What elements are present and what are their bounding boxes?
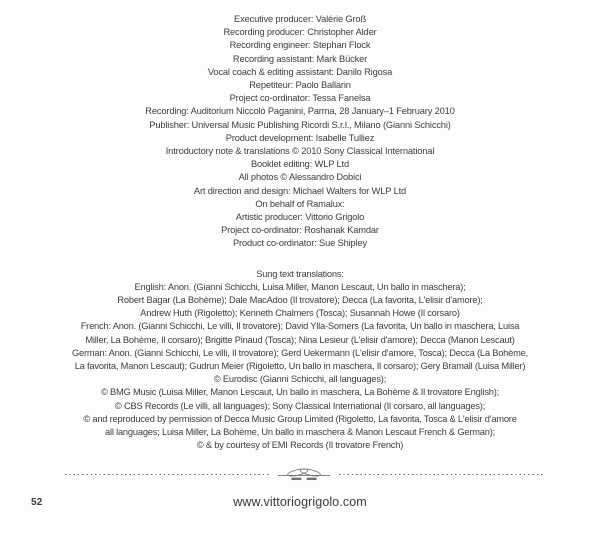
translation-line: © Eurodisc (Gianni Schicchi, all languages);	[213, 374, 387, 385]
translation-line: La favorita, Manon Lescaut); Gudrun Meier (Rigoletto, Un ballo in maschera, Il corsaro); Gery Bramall (Luisa Miller)	[74, 361, 526, 372]
translation-line: Andrew Huth (Rigoletto); Kenneth Chalmers (Tosca); Susannah Howe (Il corsaro)	[140, 308, 460, 319]
translations-heading: Sung text translations:	[256, 268, 344, 279]
sung-text-translations-block	[0, 268, 600, 453]
credit-line: Artistic producer: Vittorio Grigolo	[235, 212, 365, 223]
footer-dotted-rule	[65, 466, 543, 484]
credit-line: Project co-ordinator: Tessa Fanelsa	[229, 93, 371, 104]
translation-line: © BMG Music (Luisa Miller, Manon Lescaut, Un ballo in maschera, La Bohème & Il trovatore English);	[100, 387, 500, 398]
credit-line: Product development: Isabelle Tulliez	[225, 132, 375, 143]
credit-line: Recording: Auditorium Niccolò Paganini, Parma, 28 January–1 February 2010	[145, 106, 455, 117]
translation-line: French: Anon. (Gianni Schicchi, Le villi, Il trovatore); David Ylla-Somers (La favorita, Un ballo in maschera, Luisa	[80, 321, 520, 332]
credit-line: Recording assistant: Mark Bücker	[232, 53, 368, 64]
translation-line: English: Anon. (Gianni Schicchi, Luisa Miller, Manon Lescaut, Un ballo in maschera);	[134, 281, 466, 292]
translation-line: © CBS Records (Le villi, all languages); Sony Classical International (Il corsaro, all languages);	[114, 400, 486, 411]
credit-line: All photos © Alessandro Dobici	[238, 172, 362, 183]
production-credits-block	[0, 0, 600, 251]
credit-line: Art direction and design: Michael Walters for WLP Ltd	[193, 185, 407, 196]
credit-line: On behalf of Ramalux:	[255, 198, 345, 209]
credit-line: Publisher: Universal Music Publishing Ricordi S.r.l., Milano (Gianni Schicchi)	[149, 119, 451, 130]
printers-bow-ornament-icon	[276, 466, 332, 484]
credit-line: Recording producer: Christopher Alder	[223, 27, 377, 38]
translation-line: © and reproduced by permission of Decca Music Group Limited (Rigoletto, La favorita, Tosca & L'elisir d'amore	[83, 413, 517, 424]
page-number: 52	[31, 496, 43, 508]
credit-line: Project co-ordinator: Roshanak Kamdar	[221, 225, 379, 236]
credit-line: Recording engineer: Stephan Flock	[229, 40, 371, 51]
website-url: www.vittoriogrigolo.com	[233, 494, 367, 509]
credit-line: Introductory note & translations © 2010 Sony Classical International	[165, 146, 435, 157]
dotted-rule-left	[65, 474, 269, 476]
translation-line: German: Anon. (Gianni Schicchi, Le villi, Il trovatore); Gerd Uekermann (L'elisir d'amore, Tosca); Decca (La Bohème,	[71, 347, 529, 358]
translation-line: all languages; Luisa Miller, La Bohème, Un ballo in maschera & Manon Lescaut French & German);	[105, 427, 495, 438]
translation-line: © & by courtesy of EMI Records (Il trovatore French)	[196, 440, 404, 451]
footer	[0, 495, 600, 515]
translation-line: Miller, La Bohème, Il corsaro); Brigitte Pinaud (Tosca); Nina Lesieur (L'elisir d'amore); Decca (Manon Lescaut)	[85, 334, 515, 345]
credit-line: Executive producer: Valérie Groß	[234, 14, 366, 24]
credit-line: Product co-ordinator: Sue Shipley	[232, 238, 368, 249]
credit-line: Repetiteur: Paolo Ballarin	[249, 80, 351, 91]
translation-line: Robert Bagar (La Bohème); Dale MacAdoo (Il trovatore); Decca (La favorita, L'elisir d'amore);	[117, 295, 483, 306]
dotted-rule-right	[339, 474, 543, 476]
credit-line: Vocal coach & editing assistant: Danilo Rigosa	[207, 66, 393, 77]
credit-line: Booklet editing: WLP Ltd	[250, 159, 350, 170]
